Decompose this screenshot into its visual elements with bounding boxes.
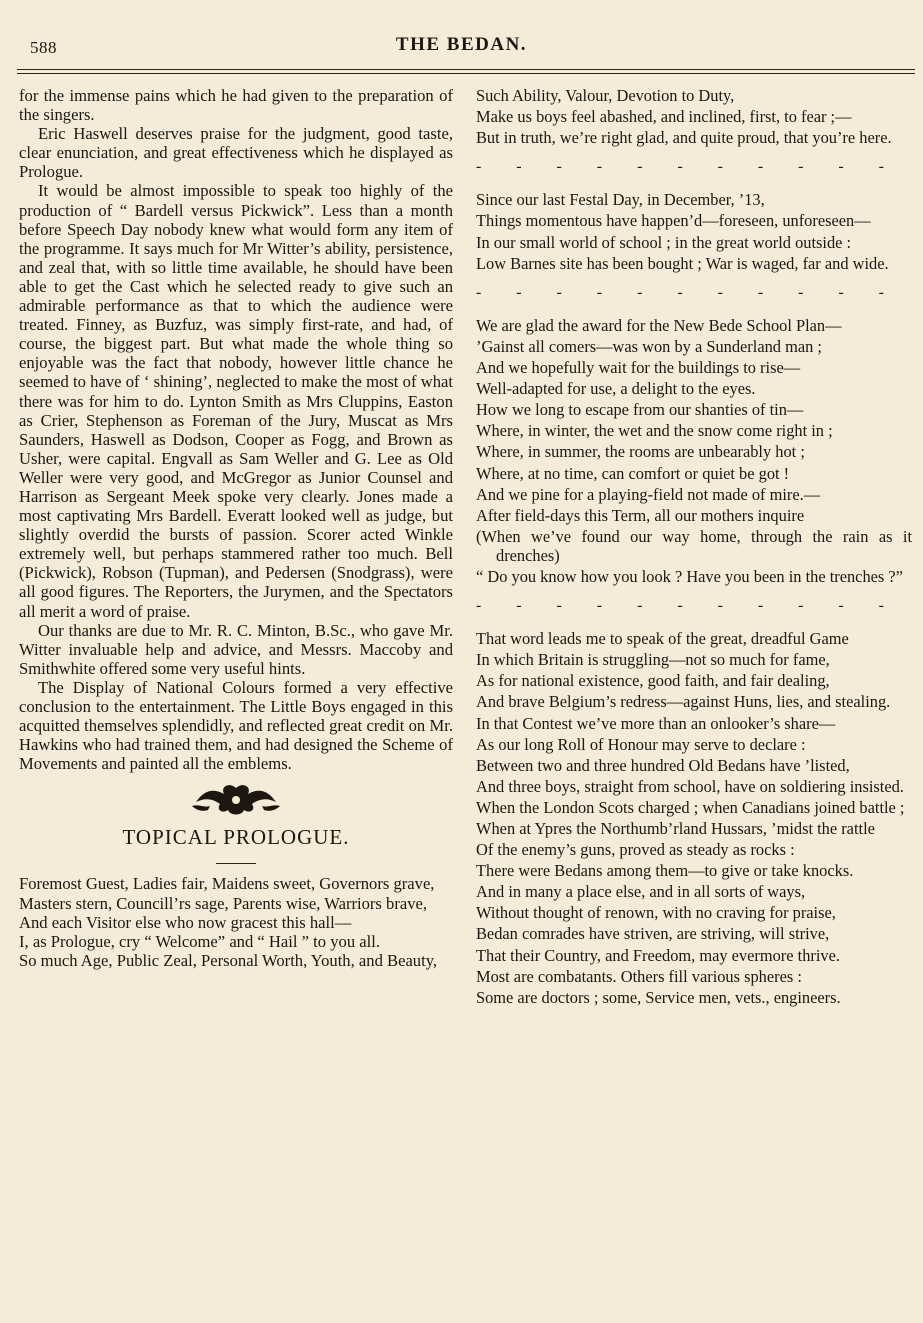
floral-ornament-icon: [190, 780, 282, 818]
stanza-3: [476, 316, 912, 586]
verse-line: Between two and three hundred Old Bedans have ’listed,: [476, 755, 850, 775]
stanza-2: [476, 190, 912, 272]
dash: -: [798, 158, 804, 176]
verse-line: (When we’ve found our way home, through the rain as it drenches): [476, 526, 912, 565]
verse-line: And each Visitor else who now gracest this hall—: [19, 912, 352, 932]
header-rule: [17, 69, 915, 70]
dash: -: [637, 158, 643, 176]
verse-line: Masters stern, Councill’rs sage, Parents wise, Warriors brave,: [19, 893, 428, 913]
verse-line: That word leads me to speak of the great, dreadful Game: [476, 629, 849, 649]
stanza-separator: [476, 596, 912, 615]
dash: -: [476, 597, 482, 615]
verse-line: Most are combatants. Others fill various spheres :: [476, 966, 802, 986]
dash: -: [757, 158, 764, 176]
verse-line: As for national existence, good faith, and fair dealing,: [476, 671, 830, 691]
paragraph: for the immense pains which he had given to the preparation of the singers.: [19, 86, 453, 125]
verse-line: We are glad the award for the New Bede School Plan—: [476, 315, 842, 335]
verse-line: “ Do you know how you look ? Have you been in the trenches ?”: [476, 566, 903, 586]
title-rule: [216, 863, 256, 864]
dash: -: [637, 597, 643, 615]
verse-line: After field-days this Term, all our mothers inquire: [476, 505, 805, 525]
dash: -: [757, 597, 764, 615]
dash: -: [596, 158, 603, 176]
dash: -: [516, 158, 522, 176]
verse-line: In our small world of school ; in the great world outside :: [476, 232, 852, 252]
verse-line: In which Britain is struggling—not so much for fame,: [476, 650, 830, 670]
verse-line: That their Country, and Freedom, may evermore thrive.: [476, 945, 840, 965]
paragraph: It would be almost impossible to speak too highly of the production of “ Bardell versus Pickwick”. Less than a month before Speech Day nobody knew what would form any item of the programme. It says much for Mr Witter’s ability, persistence, and zeal that, with so little time available, he should have been able to get the Cast which he selected ready to give such an admirable performance as that to which the audience were treated. Finney, as Buzfuz, was simply first-rate, and had, of course, the biggest part. But what made the whole thing so enjoyable was the fact that nobody, however little chance he seemed to have of ‘ shining’, neglected to make the most of what there was for him to do. Lynton Smith as Mrs Cluppins, Easton as Crier, Stephenson as Foreman of the Jury, Muscat as Mrs Saunders, Haswell as Dodson, Cooper as Fogg, and Brown as Usher, were capital. Engvall as Sam Weller and G. Lee as Old Weller were very good, and McGregor as Junior Counsel and Harrison as Sergeant Meek spoke very clearly. Jones made a most captivating Mrs Bardell. Everatt looked well as judge, but slightly overdid the bursts of passion. Scorer acted Winkle extremely well, but perhaps stammered rather too much. Bell (Pickwick), Robson (Tupman), and Pedersen (Snodgrass), were all good figures. The Reporters, the Jurymen, and the Spectators all merit a word of praise.: [19, 181, 453, 621]
verse-line: Of the enemy’s guns, proved as steady as rocks :: [476, 840, 795, 860]
dash: -: [556, 597, 562, 615]
paragraph: Eric Haswell deserves praise for the judgment, good taste, clear enunciation, and great effectiveness which he displayed as Prologue.: [19, 124, 453, 182]
verse-line: When the London Scots charged ; when Canadians joined battle ;: [476, 797, 905, 817]
stanza-4: [476, 629, 912, 1007]
dash: -: [798, 597, 804, 615]
left-column: [19, 86, 453, 970]
dash: -: [838, 283, 844, 301]
verse-line: Such Ability, Valour, Devotion to Duty,: [476, 86, 735, 105]
verse-line: Where, in winter, the wet and the snow come right in ;: [476, 421, 833, 441]
dash: -: [838, 597, 844, 615]
dash: -: [798, 283, 804, 301]
verse-line: I, as Prologue, cry “ Welcome” and “ Hail ” to you all.: [19, 931, 380, 951]
dash: -: [556, 158, 562, 176]
dash: -: [476, 158, 482, 176]
verse-line: Since our last Festal Day, in December, ’13,: [476, 190, 765, 210]
verse-line: Where, in summer, the rooms are unbearably hot ;: [476, 442, 805, 462]
dash: -: [677, 283, 683, 301]
verse-line: ’Gainst all comers—was won by a Sunderland man ;: [476, 336, 822, 356]
verse-line: Bedan comrades have striven, are striving, will strive,: [476, 924, 830, 944]
verse-line: How we long to escape from our shanties of tin—: [476, 400, 804, 420]
verse-line: And in many a place else, and in all sorts of ways,: [476, 882, 806, 902]
verse-line: When at Ypres the Northumb’rland Hussars, ’midst the rattle: [476, 819, 875, 838]
verse-line: As our long Roll of Honour may serve to declare :: [476, 734, 806, 754]
dash: -: [717, 283, 723, 301]
verse-line: And brave Belgium’s redress—against Huns, lies, and stealing.: [476, 692, 891, 712]
dash: -: [677, 597, 683, 615]
verse-line: And we hopefully wait for the buildings to rise—: [476, 358, 801, 378]
verse-line: Low Barnes site has been bought ; War is waged, far and wide.: [476, 253, 889, 273]
stanza-separator: [476, 157, 912, 176]
page-number: 588: [30, 38, 57, 57]
header-rule-thin: [17, 73, 915, 74]
verse-line: In that Contest we’ve more than an onlooker’s share—: [476, 713, 836, 733]
dash: -: [516, 597, 522, 615]
paragraph: The Display of National Colours formed a very effective conclusion to the entertainment. The Little Boys engaged in this acquitted themselves splendidly, and reflected great credit on Mr. Hawkins who had trained them, and had designed the Scheme of Movements and painted all the emblems.: [19, 677, 453, 774]
verse-line: Well-adapted for use, a delight to the eyes.: [476, 379, 756, 399]
dash: -: [476, 283, 482, 301]
stanza-1: [476, 86, 912, 147]
running-head: THE BEDAN.: [395, 34, 528, 55]
verse-line: So much Age, Public Zeal, Personal Worth, Youth, and Beauty,: [19, 950, 438, 970]
verse-line: Foremost Guest, Ladies fair, Maidens sweet, Governors grave,: [19, 874, 435, 894]
dash: -: [878, 283, 884, 301]
dash: -: [677, 158, 683, 176]
dash: -: [596, 597, 603, 615]
dash: -: [878, 158, 884, 176]
dash: -: [757, 283, 764, 301]
dash: -: [878, 597, 884, 615]
verse-line: Where, at no time, can comfort or quiet be got !: [476, 463, 790, 483]
verse-line: And three boys, straight from school, have on soldiering insisted.: [476, 776, 904, 796]
verse-line: Things momentous have happen’d—foreseen, unforeseen—: [476, 211, 871, 231]
verse-line: But in truth, we’re right glad, and quite proud, that you’re here.: [476, 128, 892, 148]
dash: -: [838, 158, 844, 176]
paragraph: Our thanks are due to Mr. R. C. Minton, B.Sc., who gave Mr. Witter invaluable help and advice, and Messrs. Maccoby and Smithwhite offered some very useful hints.: [19, 620, 453, 678]
dash: -: [717, 158, 723, 176]
dash: -: [556, 283, 562, 301]
verse-line: And we pine for a playing-field not made of mire.—: [476, 484, 821, 504]
verse-line: Make us boys feel abashed, and inclined, first, to fear ;—: [476, 107, 852, 127]
stanza-separator: [476, 283, 912, 302]
dash: -: [717, 597, 723, 615]
dash: -: [516, 283, 522, 301]
verse-line: Some are doctors ; some, Service men, vets., engineers.: [476, 987, 841, 1007]
right-column: [476, 86, 912, 1009]
prologue-verse: [19, 874, 453, 969]
dash: -: [596, 283, 603, 301]
verse-line: Without thought of renown, with no craving for praise,: [476, 903, 836, 923]
prologue-title: TOPICAL PROLOGUE.: [122, 825, 350, 850]
verse-line: There were Bedans among them—to give or take knocks.: [476, 861, 854, 881]
dash: -: [637, 283, 643, 301]
